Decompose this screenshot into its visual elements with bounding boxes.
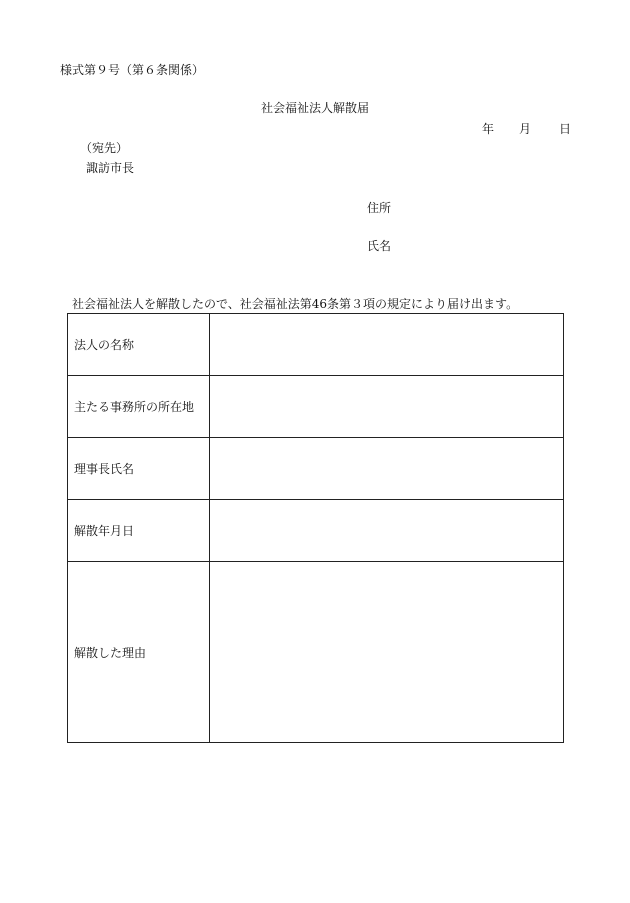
applicant-address-label: 住所: [367, 201, 392, 215]
date-day-label: 日: [559, 122, 572, 136]
row-label-office-location: 主たる事務所の所在地: [68, 376, 210, 438]
row-label-corporation-name: 法人の名称: [68, 314, 210, 376]
dissolution-date-field[interactable]: [210, 500, 564, 562]
addressee-name: 諏訪市長: [86, 161, 135, 175]
table-row: [68, 500, 564, 562]
table-row: [68, 438, 564, 500]
table-row: [68, 562, 564, 743]
declaration-statement: 社会福祉法人を解散したので、社会福祉法第46条第３項の規定により届け出ます。: [72, 297, 519, 311]
row-label-dissolution-date: 解散年月日: [68, 500, 210, 562]
corporation-name-field[interactable]: [210, 314, 564, 376]
dissolution-details-table: [67, 313, 564, 743]
row-label-chairman-name: 理事長氏名: [68, 438, 210, 500]
addressee-label: （宛先）: [80, 141, 129, 155]
table-row: [68, 376, 564, 438]
date-year-label: 年: [482, 122, 495, 136]
date-month-label: 月: [519, 122, 532, 136]
table-row: [68, 314, 564, 376]
form-number-label: 様式第９号（第６条関係）: [60, 63, 205, 77]
chairman-name-field[interactable]: [210, 438, 564, 500]
row-label-dissolution-reason: 解散した理由: [68, 562, 210, 743]
applicant-name-label: 氏名: [367, 239, 392, 253]
office-location-field[interactable]: [210, 376, 564, 438]
document-title: 社会福祉法人解散届: [260, 101, 369, 115]
dissolution-reason-field[interactable]: [210, 562, 564, 743]
